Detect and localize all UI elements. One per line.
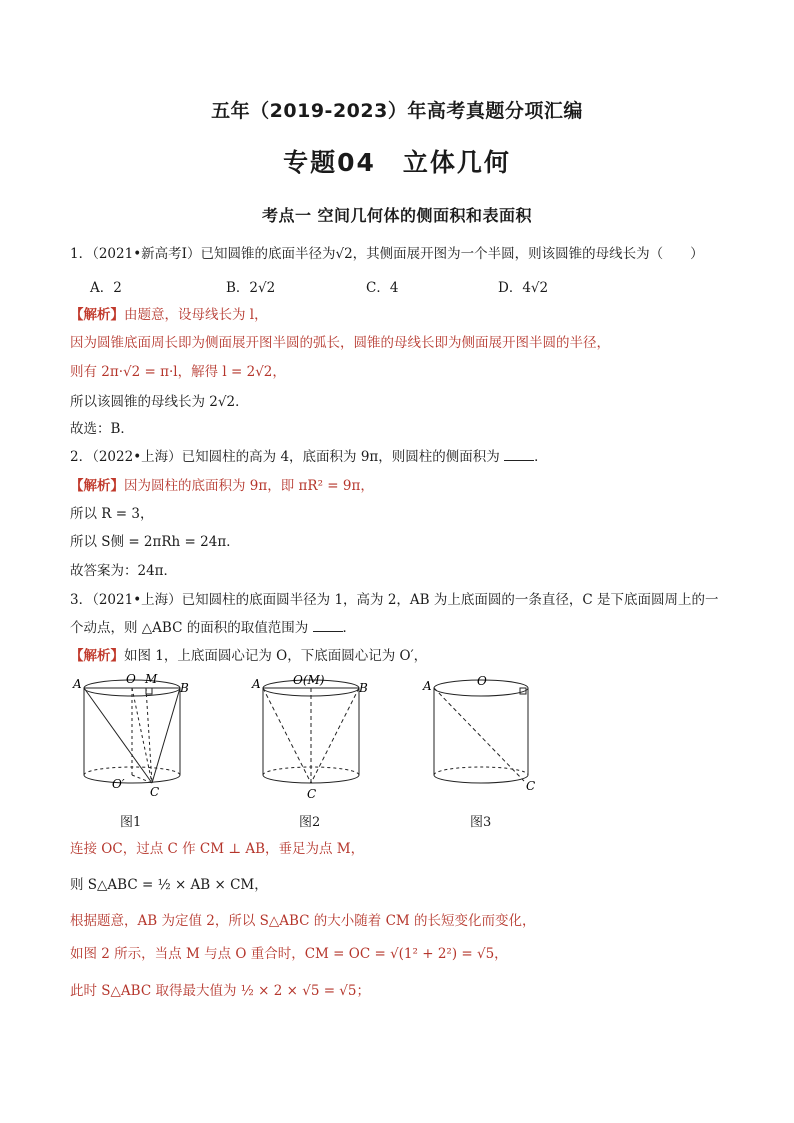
figure-3	[420, 672, 550, 812]
q2-analysis-3: 所以 S侧 = 2πRh = 24π．	[70, 534, 240, 550]
fig1-label-o: O	[126, 672, 136, 686]
fig3-label-o: O	[477, 674, 487, 688]
section-title: 考点一 空间几何体的侧面积和表面积	[261, 206, 533, 225]
fig1-label-m: M	[145, 672, 158, 686]
q1-analysis-5: 故选：B．	[70, 421, 134, 437]
q3-stem-2-line	[70, 617, 356, 639]
figure-2-caption: 图2	[299, 815, 321, 830]
fig3-label-c: C	[526, 779, 536, 793]
q1-stem: 1．（2021•新高考Ⅰ）已知圆锥的底面半径为√2，其侧面展开图为一个半圆，则该圆锥的母线长为（ ）	[70, 246, 704, 262]
fig2-label-b: B	[359, 681, 368, 695]
q2-analysis-1	[70, 475, 374, 497]
q3-analysis-1: 连接 OC，过点 C 作 CM ⊥ AB，垂足为点 M，	[70, 841, 365, 857]
q3-stem-2: 个动点，则 △ABC 的面积的取值范围为	[70, 620, 309, 636]
q2-stem: 2．（2022•上海）已知圆柱的高为 4，底面积为 9π，则圆柱的侧面积为	[70, 449, 500, 465]
q1-choice-c: C．4	[366, 280, 399, 296]
q3-analysis-2: 则 S△ABC = ½ × AB × CM，	[70, 877, 268, 893]
fig2-label-om: O(M)	[293, 673, 325, 687]
q1-analysis-text: 由题意，设母线长为 l，	[124, 307, 268, 323]
q3-analysis-first	[70, 645, 427, 667]
q2-analysis-text: 因为圆柱的底面积为 9π，即 πR² = 9π，	[124, 478, 374, 494]
fig1-label-o-prime: O′	[112, 777, 125, 791]
q3-answer-blank	[313, 621, 343, 632]
doc-title: 五年（2019-2023）年高考真题分项汇编	[211, 100, 583, 122]
q1-analysis-tag: 【解析】	[70, 307, 124, 323]
q1-choice-b: B．2√2	[226, 280, 276, 296]
q2-stem-end: ．	[534, 449, 548, 465]
q1-choice-d: D．4√2	[498, 280, 549, 296]
fig1-label-c: C	[150, 785, 160, 799]
figure-2	[249, 672, 379, 812]
topic-title: 专题04 立体几何	[283, 148, 511, 177]
q2-analysis-2: 所以 R = 3，	[70, 506, 154, 522]
q1-analysis-1	[70, 304, 268, 326]
q2-stem-line	[70, 446, 548, 468]
q3-analysis-first-text: 如图 1，上底面圆心记为 O，下底面圆心记为 O′，	[124, 648, 428, 664]
q3-analysis-5: 此时 S△ABC 取得最大值为 ½ × 2 × √5 = √5；	[70, 983, 370, 999]
q1-analysis-3: 则有 2π·√2 = π·l，解得 l = 2√2，	[70, 364, 286, 380]
figure-1	[70, 672, 200, 812]
q3-analysis-4: 如图 2 所示，当点 M 与点 O 重合时，CM = OC = √(1² + 2²) = √5，	[70, 946, 508, 962]
q1-analysis-2: 因为圆锥底面周长即为侧面展开图半圆的弧长，圆锥的母线长即为侧面展开图半圆的半径，	[70, 335, 610, 351]
fig2-label-a: A	[252, 677, 261, 691]
q2-answer-blank	[504, 450, 534, 461]
fig2-label-c: C	[307, 787, 317, 801]
q3-stem-end: ．	[342, 620, 357, 636]
q2-analysis-4: 故答案为：24π．	[70, 563, 178, 579]
figure-1-caption: 图1	[120, 815, 142, 830]
q1-choice-a: A．2	[90, 280, 122, 296]
q3-analysis-tag: 【解析】	[70, 648, 124, 664]
figure-3-caption: 图3	[470, 815, 492, 830]
fig1-label-a: A	[73, 677, 82, 691]
q2-analysis-tag: 【解析】	[70, 478, 124, 494]
fig3-label-a: A	[423, 679, 432, 693]
fig1-label-b: B	[180, 681, 189, 695]
q3-analysis-3: 根据题意，AB 为定值 2，所以 S△ABC 的大小随着 CM 的长短变化而变化，	[70, 913, 536, 929]
q1-analysis-4: 所以该圆锥的母线长为 2√2．	[70, 394, 249, 410]
q3-stem-1: 3．（2021•上海）已知圆柱的底面圆半径为 1，高为 2，AB 为上底面圆的一条直径，C 是下底面圆周上的一	[70, 592, 719, 608]
